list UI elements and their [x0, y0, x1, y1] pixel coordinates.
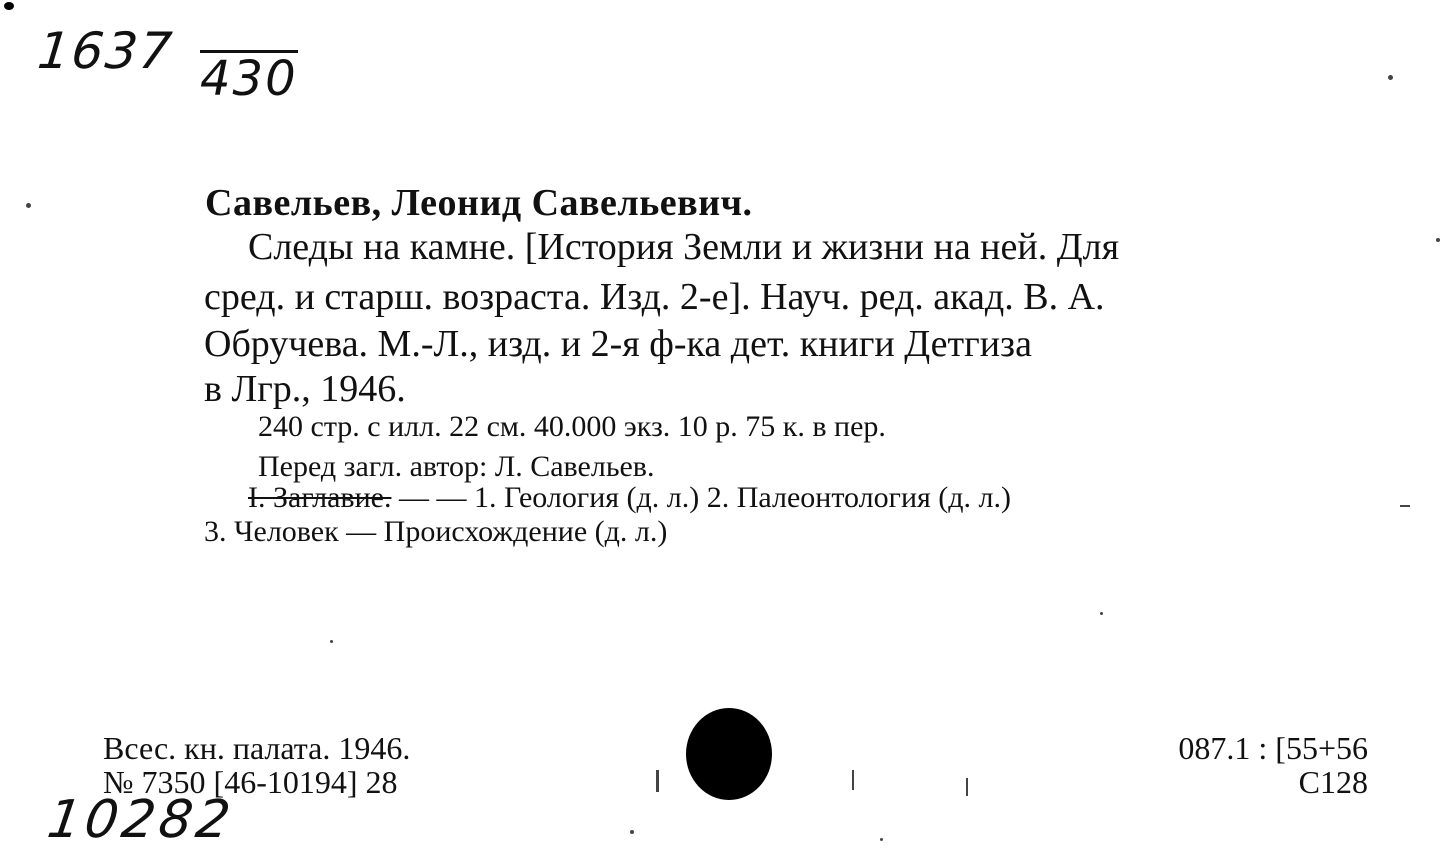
scan-speck	[656, 770, 659, 792]
title-line: Обручева. М.-Л., изд. и 2-я ф-ка дет. книги Детгиза	[204, 323, 1032, 365]
collation-line: 240 стр. с илл. 22 см. 40.000 экз. 10 р. 75 к. в пер.	[258, 410, 886, 443]
author-heading: Савельев, Леонид Савельевич.	[205, 182, 753, 224]
scan-speck	[330, 640, 333, 643]
scan-speck	[966, 778, 968, 796]
handwritten-shelf-number: 430	[200, 51, 298, 107]
scan-speck	[630, 830, 634, 834]
subject-tracings-line	[248, 483, 1011, 513]
classification-number: 087.1 : [55+56	[1178, 730, 1368, 766]
scan-speck	[4, 2, 14, 10]
handwritten-call-number: 1637	[34, 22, 177, 80]
title-line: Следы на камне. [История Земли и жизни на ней. Для	[248, 226, 1120, 268]
author-mark: С128	[1298, 764, 1368, 800]
scan-speck	[1436, 238, 1440, 242]
registration-number: № 7350 [46-10194] 28	[103, 764, 398, 800]
scan-speck	[1400, 505, 1410, 507]
handwritten-inventory-number: 10282	[43, 790, 238, 850]
chamber-imprint: Всес. кн. палата. 1946.	[103, 730, 411, 766]
scan-speck	[1100, 612, 1103, 615]
title-line: сред. и старш. возраста. Изд. 2-е]. Науч. ред. акад. В. А.	[204, 276, 1105, 318]
scan-speck	[852, 770, 854, 790]
scan-speck	[1388, 75, 1393, 80]
punch-hole	[686, 708, 772, 800]
note-line: Перед загл. автор: Л. Савельев.	[258, 450, 655, 483]
title-line: в Лгр., 1946.	[204, 368, 406, 410]
scan-speck	[880, 838, 883, 841]
subject-tracings: — — 1. Геология (д. л.) 2. Палеонтология (д. л.)	[391, 481, 1012, 514]
subject-tracings-line: 3. Человек — Происхождение (д. л.)	[204, 515, 668, 548]
struck-title-tracing: I. Заглавие.	[248, 481, 392, 514]
scan-speck	[26, 203, 31, 208]
